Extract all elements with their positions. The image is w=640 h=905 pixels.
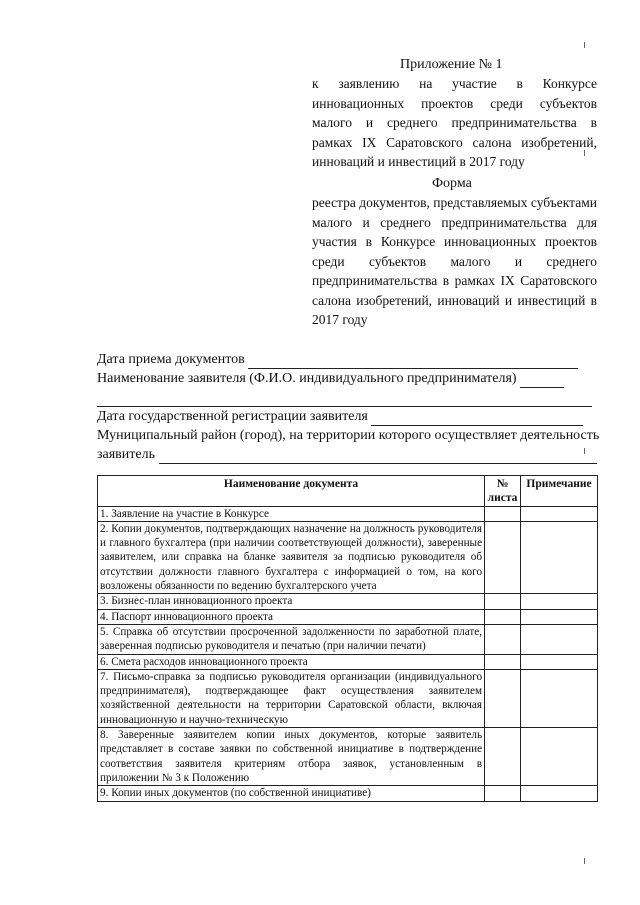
date-received-row bbox=[97, 350, 602, 369]
row-7-text: 7. Письмо-справка за подписью руководителя организации (индивидуального предпринимателя), подтверждающее факт осуществления заявителем хозяйственной деятельности на территории Саратовской области, включая инновационную и научно-техническую bbox=[98, 669, 485, 727]
row-4-text: 4. Паспорт инновационного проекта bbox=[98, 609, 485, 624]
table-row bbox=[98, 786, 598, 801]
applicant-name-blank[interactable] bbox=[520, 373, 564, 388]
table-row bbox=[98, 728, 598, 786]
row-8-sheet[interactable] bbox=[485, 728, 521, 786]
appendix-title: Приложение № 1 bbox=[400, 57, 503, 72]
date-received-label: Дата приема документов bbox=[97, 352, 245, 367]
row-1-sheet[interactable] bbox=[485, 506, 521, 521]
header-note: Примечание bbox=[521, 476, 598, 507]
row-9-note[interactable] bbox=[521, 786, 598, 801]
header-sheet: № листа bbox=[485, 476, 521, 507]
table-header bbox=[98, 476, 598, 507]
applicant-name-row bbox=[97, 369, 602, 388]
municipality-label-cont: заявитель bbox=[97, 447, 155, 462]
table-row bbox=[98, 669, 598, 727]
registration-date-label: Дата государственной регистрации заявителя bbox=[97, 409, 368, 424]
registration-date-blank[interactable] bbox=[371, 411, 583, 426]
row-6-note[interactable] bbox=[521, 654, 598, 669]
row-7-sheet[interactable] bbox=[485, 669, 521, 727]
row-5-note[interactable] bbox=[521, 624, 598, 654]
applicant-name-continuation bbox=[97, 388, 602, 407]
row-6-sheet[interactable] bbox=[485, 654, 521, 669]
table-row bbox=[98, 506, 598, 521]
scan-mark bbox=[584, 150, 585, 156]
row-2-sheet[interactable] bbox=[485, 521, 521, 593]
row-3-sheet[interactable] bbox=[485, 594, 521, 609]
municipality-label: Муниципальный район (город), на территории которого осуществляет деятельность bbox=[97, 428, 600, 443]
row-5-text: 5. Справка об отсутствии просроченной задолженности по заработной плате, заверенная подписью руководителя и печатью (при наличии печати) bbox=[98, 624, 485, 654]
row-8-note[interactable] bbox=[521, 728, 598, 786]
row-9-text: 9. Копии иных документов (по собственной инициативе) bbox=[98, 786, 485, 801]
table-row bbox=[98, 654, 598, 669]
registration-date-row bbox=[97, 407, 602, 426]
row-8-text: 8. Заверенные заявителем копии иных документов, которые заявитель представляет в составе заявки по собственной инициативе в подтверждение соответствия заявителя критериям отбора заявок, установленным в приложении № 3 к Положению bbox=[98, 728, 485, 786]
row-2-text: 2. Копии документов, подтверждающих назначение на должность руководителя и главного бухгалтера (при наличии соответствующей должности), заверенные заявителем, или справка на бланке заявителя за подписью руководителя об отсутствии должности главного бухгалтера с информацией о том, на кого возложены обязанности по ведению бухгалтерского учета bbox=[98, 521, 485, 593]
municipality-row-2 bbox=[97, 445, 602, 464]
applicant-name-label: Наименование заявителя (Ф.И.О. индивидуального предпринимателя) bbox=[97, 371, 517, 386]
row-3-text: 3. Бизнес-план инновационного проекта bbox=[98, 594, 485, 609]
row-7-note[interactable] bbox=[521, 669, 598, 727]
row-5-sheet[interactable] bbox=[485, 624, 521, 654]
row-1-text: 1. Заявление на участие в Конкурсе bbox=[98, 506, 485, 521]
municipality-blank[interactable] bbox=[159, 449, 597, 464]
row-2-note[interactable] bbox=[521, 521, 598, 593]
applicant-name-blank-2[interactable] bbox=[97, 392, 592, 407]
row-4-note[interactable] bbox=[521, 609, 598, 624]
table-row bbox=[98, 624, 598, 654]
row-1-note[interactable] bbox=[521, 506, 598, 521]
form-description: реестра документов, представляемых субъектами малого и среднего предпринимательства для участия в Конкурсе инновационных проектов среди субъектов малого и среднего предпринимательства в рамках IX Саратовского салона изобретений, инноваций и инвестиций в 2017 году bbox=[312, 195, 597, 327]
table-row bbox=[98, 594, 598, 609]
documents-table bbox=[97, 475, 598, 802]
row-9-sheet[interactable] bbox=[485, 786, 521, 801]
municipality-row bbox=[97, 426, 602, 445]
form-title: Форма bbox=[432, 176, 472, 191]
table-row bbox=[98, 521, 598, 593]
row-6-text: 6. Смета расходов инновационного проекта bbox=[98, 654, 485, 669]
scan-mark bbox=[584, 448, 585, 454]
scan-mark bbox=[584, 858, 585, 864]
applicant-fields bbox=[97, 350, 602, 464]
appendix-text: к заявлению на участие в Конкурсе инновационных проектов среди субъектов малого и среднего предпринимательства в рамках IX Саратовского салона изобретений, инноваций и инвестиций в 2017 году bbox=[312, 76, 597, 169]
scan-mark bbox=[584, 42, 585, 48]
row-3-note[interactable] bbox=[521, 594, 598, 609]
table-row bbox=[98, 609, 598, 624]
row-4-sheet[interactable] bbox=[485, 609, 521, 624]
date-received-blank[interactable] bbox=[248, 354, 578, 369]
header-document: Наименование документа bbox=[98, 476, 485, 507]
